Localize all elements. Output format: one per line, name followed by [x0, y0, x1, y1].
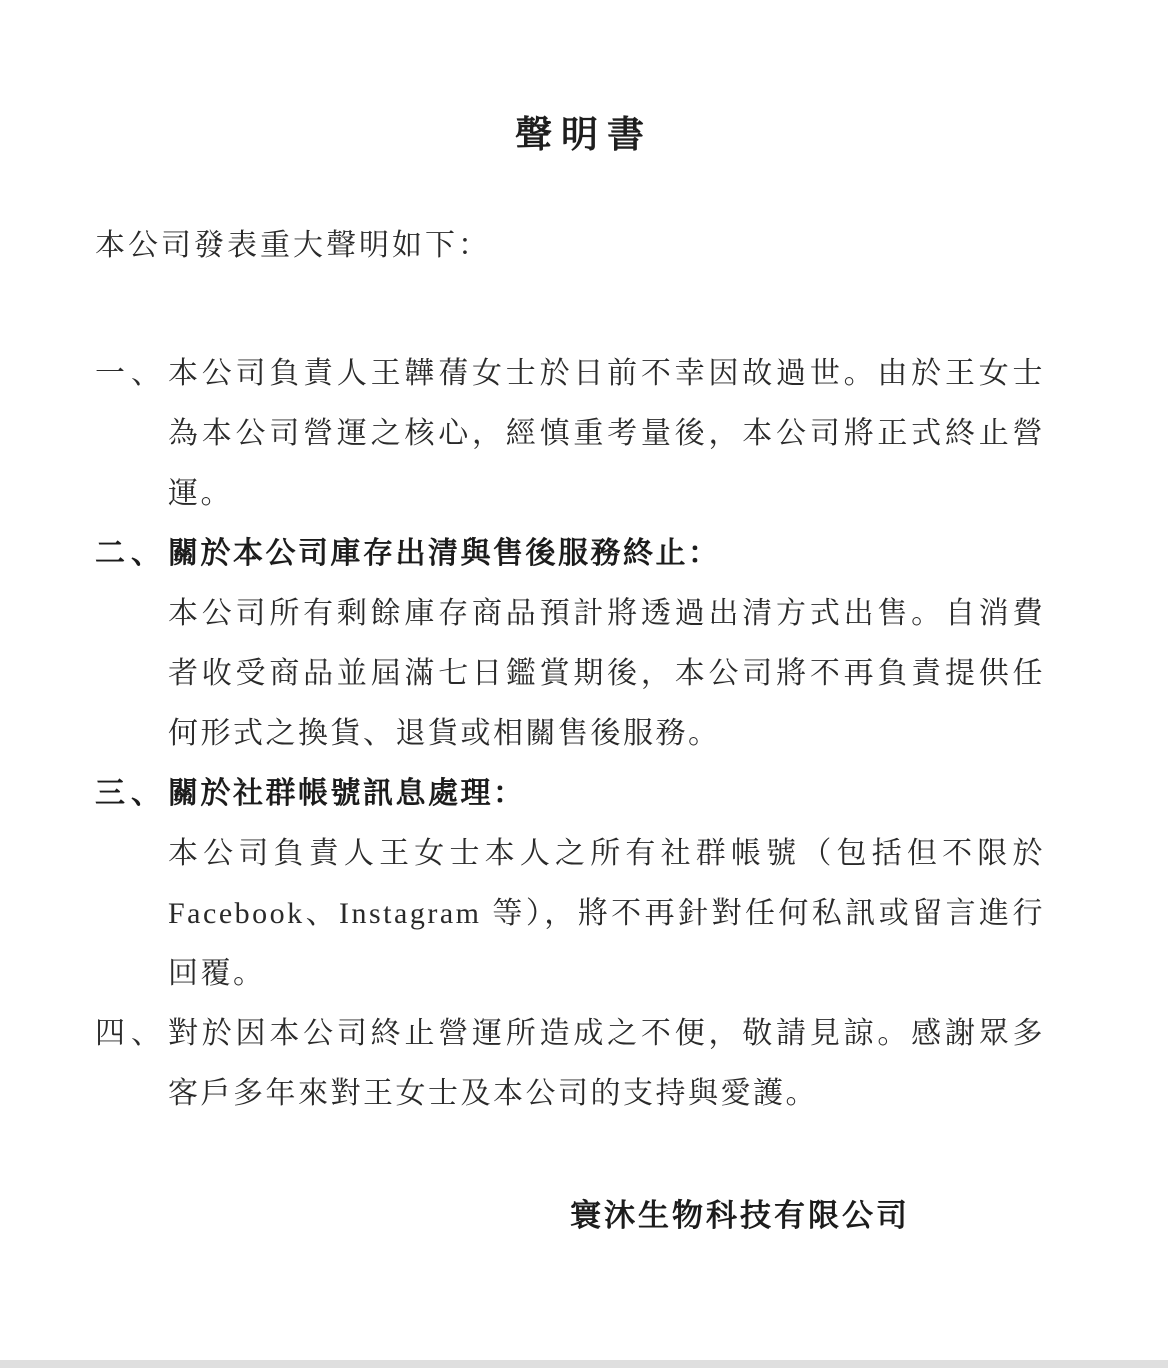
- statement-list: [95, 344, 1045, 1124]
- item-content: [168, 524, 1045, 764]
- item-body-text: 本公司所有剩餘庫存商品預計將透過出清方式出售。自消費者收受商品並屆滿七日鑑賞期後，本公司將不再負責提供任何形式之換貨、退貨或相關售後服務。: [168, 597, 1045, 750]
- list-item: [95, 764, 1045, 1004]
- item-content: [168, 344, 1045, 524]
- item-heading-text: 關於社群帳號訊息處理：: [168, 777, 526, 810]
- item-content: [168, 1004, 1045, 1124]
- scan-edge-strip: [0, 1360, 1168, 1368]
- item-heading-text: 關於本公司庫存出清與售後服務終止：: [168, 537, 721, 570]
- list-item: [95, 524, 1045, 764]
- item-number: 四、: [95, 1017, 167, 1050]
- list-item: [95, 1004, 1045, 1124]
- item-body-text: 本公司負責人王韡蒨女士於日前不幸因故過世。由於王女士為本公司營運之核心，經慎重考量後，本公司將正式終止營運。: [168, 357, 1045, 510]
- company-signature: 寰沐生物科技有限公司: [570, 1198, 910, 1233]
- item-number: 三、: [95, 777, 167, 810]
- intro-line: 本公司發表重大聲明如下：: [95, 229, 491, 262]
- item-body-text: 對於因本公司終止營運所造成之不便，敬請見諒。感謝眾多客戶多年來對王女士及本公司的支持與愛護。: [168, 1017, 1045, 1110]
- item-number: 一、: [95, 357, 167, 390]
- document-title: 聲明書: [515, 115, 653, 156]
- item-content: [168, 764, 1045, 1004]
- list-item: [95, 344, 1045, 524]
- item-body-text: 本公司負責人王女士本人之所有社群帳號（包括但不限於 Facebook、Instagram 等），將不再針對任何私訊或留言進行回覆。: [168, 837, 1045, 990]
- item-number: 二、: [95, 537, 167, 570]
